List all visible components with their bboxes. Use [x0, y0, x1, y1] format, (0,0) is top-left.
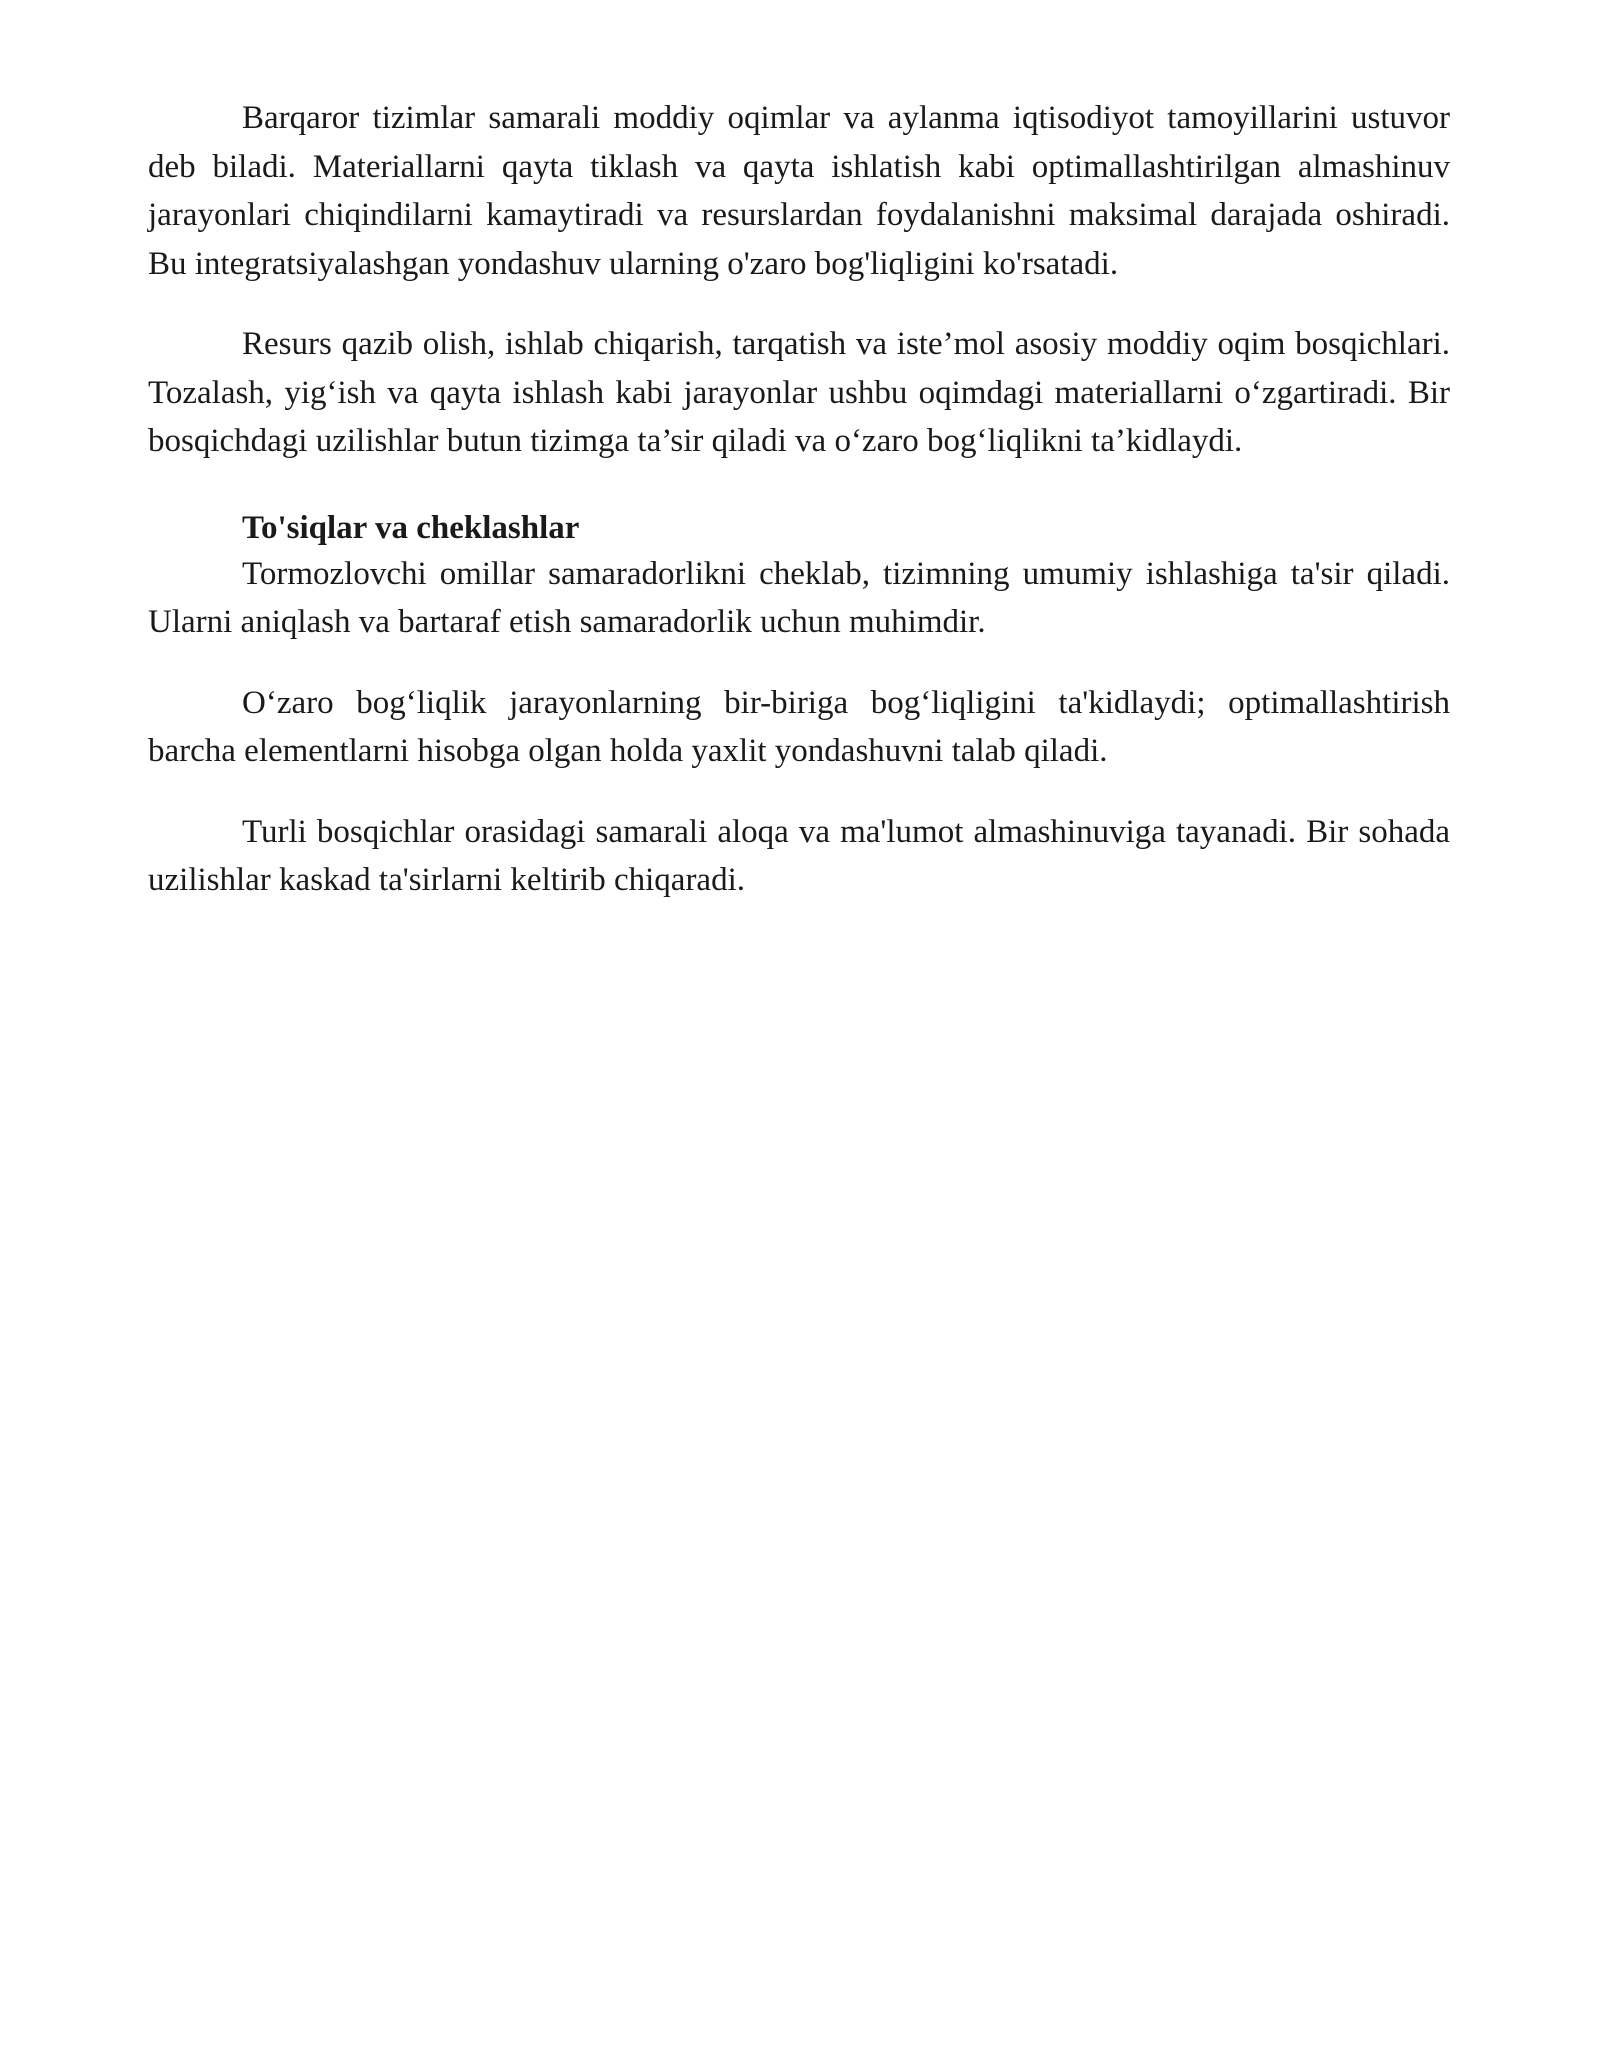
paragraph-interdependence: O‘zaro bog‘liqlik jarayonlarning bir-biriga bog‘liqligini ta'kidlaydi; optimallashtirish barcha elementlarni hisobga olgan holda yaxlit yondashuvni talab qiladi.	[148, 684, 1450, 769]
paragraph-material-flow-stages: Resurs qazib olish, ishlab chiqarish, tarqatish va iste’mol asosiy moddiy oqim bosqichlari. Tozalash, yig‘ish va qayta ishlash kabi jarayonlar ushbu oqimdagi materiallarni o‘zgartiradi. Bir bosqichdagi uzilishlar butun tizimga ta’sir qiladi va o‘zaro bog‘liqlikni ta’kidlaydi.	[148, 326, 1450, 459]
paragraph-circular-economy: Barqaror tizimlar samarali moddiy oqimlar va aylanma iqtisodiyot tamoyillarini ustuvor deb biladi. Materiallarni qayta tiklash va qayta ishlatish kabi optimallashtirilgan almashinuv jarayonlari chiqindilarni kamaytiradi va resurslardan foydalanishni maksimal darajada oshiradi. Bu integratsiyalashgan yondashuv ularning o'zaro bog'liqligini ko'rsatadi.	[148, 100, 1450, 282]
section-heading: To'siqlar va cheklashlar	[242, 509, 580, 546]
paragraph-communication: Turli bosqichlar orasidagi samarali aloqa va ma'lumot almashinuviga tayanadi. Bir sohada uzilishlar kaskad ta'sirlarni keltirib chiqaradi.	[148, 813, 1450, 898]
paragraph-inhibiting-factors: Tormozlovchi omillar samaradorlikni cheklab, tizimning umumiy ishlashiga ta'sir qiladi. Ularni aniqlash va bartaraf etish samaradorlik uchun muhimdir.	[148, 555, 1450, 640]
document-body	[148, 94, 1450, 937]
